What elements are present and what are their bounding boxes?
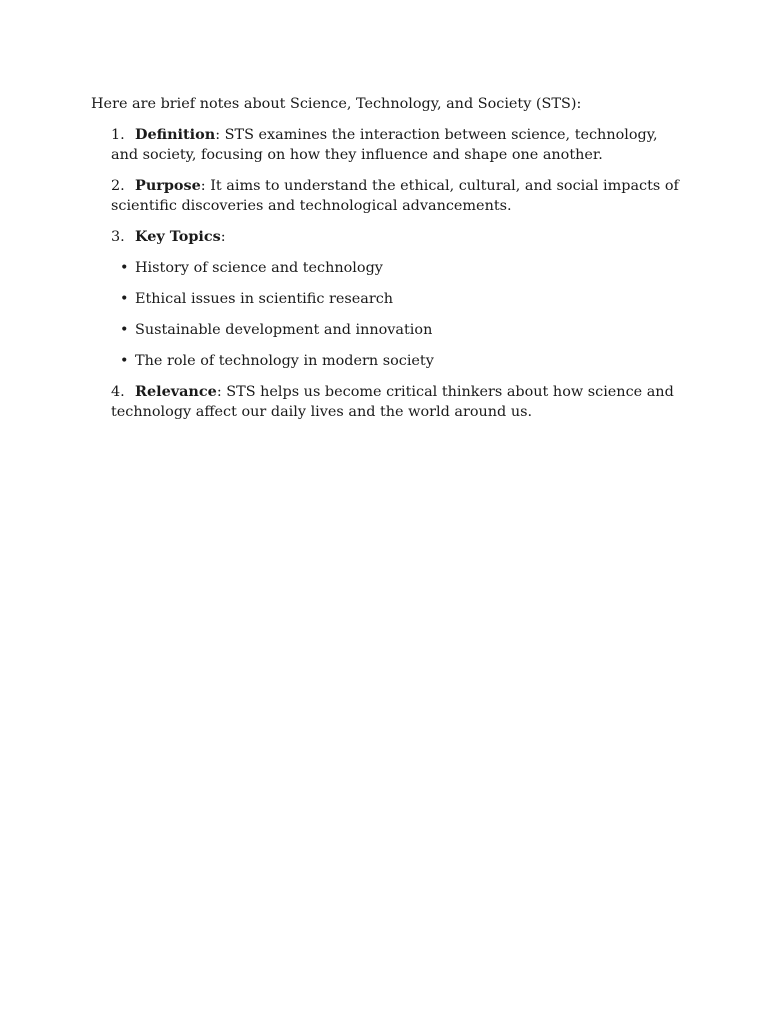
item-text: : STS examines the interaction between science, technology, and society, focusing on how they influence and shape one another. <box>111 127 658 163</box>
list-item-purpose <box>91 176 681 216</box>
bullet-icon: • <box>120 260 129 276</box>
item-term: Definition <box>135 126 216 143</box>
item-number: 4. <box>111 384 125 400</box>
bullet-item <box>91 258 681 278</box>
key-topics-bullet-list <box>91 258 681 371</box>
bullet-text: Sustainable development and innovation <box>135 322 433 338</box>
bullet-item <box>91 320 681 340</box>
item-term: Purpose <box>135 177 201 194</box>
bullet-text: Ethical issues in scientific research <box>135 291 394 307</box>
item-number: 1. <box>111 127 125 143</box>
list-item-key-topics <box>91 227 681 247</box>
bullet-text: The role of technology in modern society <box>135 353 434 369</box>
list-item-definition <box>91 125 681 165</box>
list-item-relevance <box>91 382 681 422</box>
intro-paragraph: Here are brief notes about Science, Technology, and Society (STS): <box>91 96 582 112</box>
item-text: : STS helps us become critical thinkers about how science and technology affect our daily lives and the world around us. <box>111 384 674 420</box>
bullet-icon: • <box>120 322 129 338</box>
item-number: 2. <box>111 178 125 194</box>
bullet-item <box>91 289 681 309</box>
item-term: Relevance <box>135 383 217 400</box>
numbered-list <box>91 125 681 433</box>
bullet-icon: • <box>120 353 129 369</box>
bullet-icon: • <box>120 291 129 307</box>
bullet-text: History of science and technology <box>135 260 383 276</box>
item-term: Key Topics <box>135 228 221 245</box>
bullet-item <box>91 351 681 371</box>
item-text: : <box>220 229 226 245</box>
item-text: : It aims to understand the ethical, cultural, and social impacts of scientific discoveries and technological advancements. <box>111 178 679 214</box>
item-number: 3. <box>111 229 125 245</box>
